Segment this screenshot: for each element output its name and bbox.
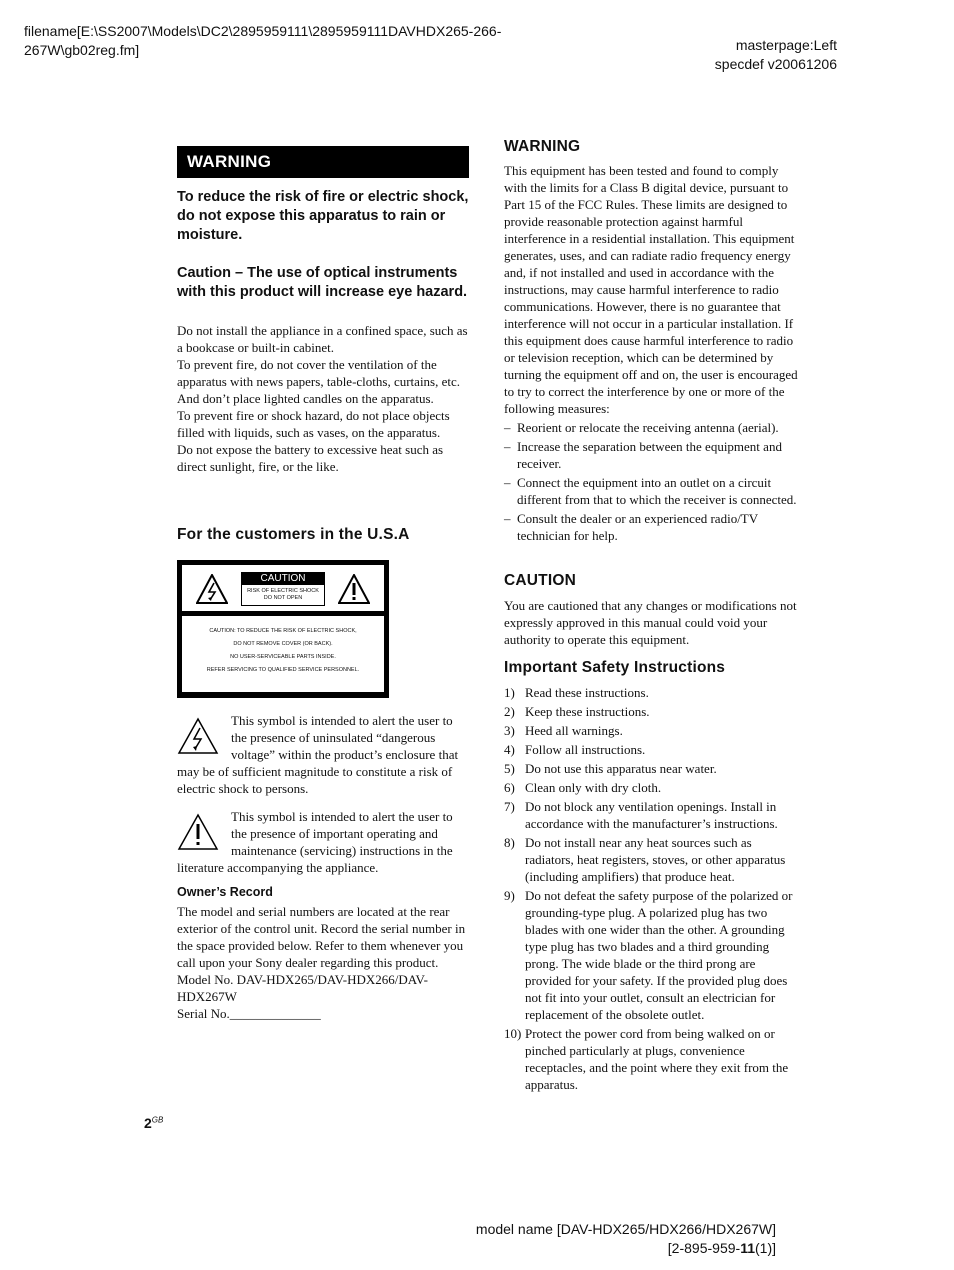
safety-instructions-list — [504, 684, 798, 1093]
footer — [476, 1220, 776, 1258]
list-item — [504, 438, 798, 472]
model-number: Model No. DAV-HDX265/DAV-HDX266/DAV-HDX267W — [177, 972, 429, 1004]
list-item-text: Increase the separation between the equipment and receiver. — [517, 439, 782, 471]
exclamation-symbol-text: This symbol is intended to alert the user to the presence of important operating and maintenance (servicing) instructions in the literature accompanying the appliance. — [177, 809, 453, 875]
caution-label-line: CAUTION: TO REDUCE THE RISK OF ELECTRIC SHOCK, — [209, 628, 357, 634]
filename-line-1: filename[E:\SS2007\Models\DC2\2895959111\2895959111DAVHDX265-266- — [24, 23, 502, 39]
exclamation-symbol-explanation — [177, 808, 469, 876]
list-marker: – — [504, 511, 511, 526]
list-marker: – — [504, 475, 511, 490]
safety-section — [504, 659, 798, 1095]
optical-caution-bold: Caution – The use of optical instruments with this product will increase eye hazard. — [177, 265, 468, 300]
owners-record-heading: Owner’s Record — [177, 885, 273, 899]
safety-heading: Important Safety Instructions — [504, 659, 726, 676]
list-item — [504, 722, 798, 739]
list-item — [504, 798, 798, 832]
caution-label-graphic — [177, 560, 389, 698]
list-item — [504, 419, 798, 436]
usa-heading: For the customers in the U.S.A — [177, 526, 410, 543]
filename-line-2: 267W\gb02reg.fm] — [24, 42, 140, 58]
list-item — [504, 887, 798, 1023]
footer-code-prefix: [2-895-959- — [667, 1240, 741, 1256]
install-warnings — [177, 322, 469, 475]
list-item — [504, 760, 798, 777]
liquids-paragraph: To prevent fire or shock hazard, do not place objects filled with liquids, such as vases, on the apparatus. — [177, 408, 450, 440]
specdef-label: specdef v20061206 — [714, 56, 837, 72]
caution-label-line: NO USER-SERVICEABLE PARTS INSIDE. — [230, 654, 336, 660]
list-item — [504, 510, 798, 544]
fcc-warning-heading: WARNING — [504, 138, 581, 155]
list-item-text: Do not block any ventilation openings. Install in accordance with the manufacturer’s instructions. — [525, 799, 778, 831]
list-item — [504, 703, 798, 720]
lightning-triangle-icon — [177, 717, 219, 755]
list-item-text: Do not use this apparatus near water. — [525, 761, 717, 776]
lightning-symbol-text: This symbol is intended to alert the user to the presence of uninsulated “dangerous voltage” within the product’s enclosure that may be of sufficient magnitude to constitute a risk of electric shock to persons. — [177, 713, 459, 796]
fire-warning-bold: To reduce the risk of fire or electric shock, do not expose this apparatus to rain or moisture. — [177, 189, 469, 243]
owners-record-section — [177, 903, 469, 1022]
list-marker: 4) — [504, 742, 515, 757]
caution-heading: CAUTION — [504, 572, 577, 589]
list-marker: 8) — [504, 835, 515, 850]
caution-label-lines — [182, 616, 384, 674]
caution-label-bottom-panel — [182, 616, 384, 692]
list-marker: 3) — [504, 723, 515, 738]
page-number — [144, 1115, 163, 1131]
caution-label-sub1: RISK OF ELECTRIC SHOCK — [247, 588, 319, 594]
exclamation-triangle-icon — [177, 813, 219, 851]
masterpage-header — [715, 36, 837, 74]
list-marker: 5) — [504, 761, 515, 776]
caution-text: You are cautioned that any changes or modifications not expressly approved in this manual could void your authority to operate this equipment. — [504, 598, 797, 647]
caution-label-line: REFER SERVICING TO QUALIFIED SERVICE PERSONNEL. — [206, 667, 360, 673]
list-marker: – — [504, 439, 511, 454]
owners-record-text: The model and serial numbers are located at the rear exterior of the control unit. Record the serial number in the space provided below. Refer to them whenever you call upon your Sony dealer regarding this product. — [177, 904, 466, 970]
list-marker: 2) — [504, 704, 515, 719]
list-item — [504, 684, 798, 701]
list-item — [504, 779, 798, 796]
list-item-text: Read these instructions. — [525, 685, 649, 700]
caution-label-title: CAUTION — [242, 573, 324, 585]
battery-paragraph: Do not expose the battery to excessive heat such as direct sunlight, fire, or the like. — [177, 442, 444, 474]
list-marker: – — [504, 420, 511, 435]
interference-measures-list — [504, 419, 798, 544]
list-item-text: Consult the dealer or an experienced radio/TV technician for help. — [517, 511, 758, 543]
ventilation-paragraph: To prevent fire, do not cover the ventilation of the apparatus with news papers, table-cloths, curtains, etc. And don’t place lighted candles on the apparatus. — [177, 357, 461, 406]
page-number-suffix: GB — [151, 1115, 164, 1125]
footer-model-name: model name [DAV-HDX265/HDX266/HDX267W] — [475, 1221, 776, 1237]
warning-bar: WARNING — [177, 146, 469, 178]
left-column — [177, 146, 469, 475]
serial-number: Serial No.______________ — [177, 1006, 321, 1021]
exclamation-triangle-icon — [338, 574, 370, 604]
list-item — [504, 834, 798, 885]
lightning-symbol-explanation — [177, 712, 469, 797]
filename-header — [24, 22, 584, 60]
masterpage-label: masterpage:Left — [735, 37, 837, 53]
list-item-text: Clean only with dry cloth. — [525, 780, 662, 795]
lightning-triangle-icon — [196, 574, 228, 604]
list-marker: 9) — [504, 888, 515, 903]
list-item-text: Keep these instructions. — [525, 704, 650, 719]
fcc-warning-text: This equipment has been tested and found to comply with the limits for a Class B digital device, pursuant to Part 15 of the FCC Rules. These limits are designed to provide reasonable protection against harmful interference in a residential installation. This equipment generates, uses, and can radiate radio frequency energy and, if not installed and used in accordance with the instructions, may cause harmful interference to radio communications. However, there is no guarantee that interference will not occur in a particular installation. If this equipment does cause harmful interference to radio or television reception, which can be determined by turning the equipment off and on, the user is encouraged to try to correct the interference by one or more of the following measures: — [504, 163, 798, 416]
right-column — [504, 138, 798, 546]
footer-code-bold: 11 — [740, 1240, 755, 1256]
list-marker: 6) — [504, 780, 515, 795]
list-marker: 7) — [504, 799, 515, 814]
caution-section — [504, 572, 798, 648]
list-item-text: Connect the equipment into an outlet on a circuit different from that to which the receiver is connected. — [517, 475, 797, 507]
caution-label-line: DO NOT REMOVE COVER (OR BACK). — [233, 641, 333, 647]
page-number-value: 2 — [144, 1115, 152, 1131]
list-marker: 1) — [504, 685, 515, 700]
list-item-text: Do not install near any heat sources such as radiators, heat registers, stoves, or other apparatus (including amplifiers) that produce heat. — [525, 835, 786, 884]
list-item-text: Do not defeat the safety purpose of the polarized or grounding-type plug. A polarized plug has two blades with one wider than the other. A grounding type plug has two blades and a third grounding prong. The wide blade or the third prong are provided for your safety. If the provided plug does not fit into your outlet, consult an electrician for replacement of the obsolete outlet. — [525, 888, 793, 1022]
list-item — [504, 1025, 798, 1093]
list-item-text: Reorient or relocate the receiving antenna (aerial). — [517, 420, 779, 435]
list-marker: 10) — [504, 1026, 522, 1041]
footer-code — [476, 1239, 776, 1258]
caution-label-box — [241, 572, 325, 606]
list-item-text: Protect the power cord from being walked on or pinched particularly at plugs, convenience receptacles, and the point where they exit from the apparatus. — [525, 1026, 789, 1092]
list-item — [504, 474, 798, 508]
install-paragraph: Do not install the appliance in a confined space, such as a bookcase or built-in cabinet. — [177, 323, 468, 355]
caution-label-sub2: DO NOT OPEN — [263, 595, 303, 601]
list-item-text: Heed all warnings. — [525, 723, 623, 738]
footer-code-suffix: (1)] — [755, 1240, 776, 1256]
list-item — [504, 741, 798, 758]
caution-label-top-panel — [182, 565, 384, 611]
list-item-text: Follow all instructions. — [525, 742, 646, 757]
